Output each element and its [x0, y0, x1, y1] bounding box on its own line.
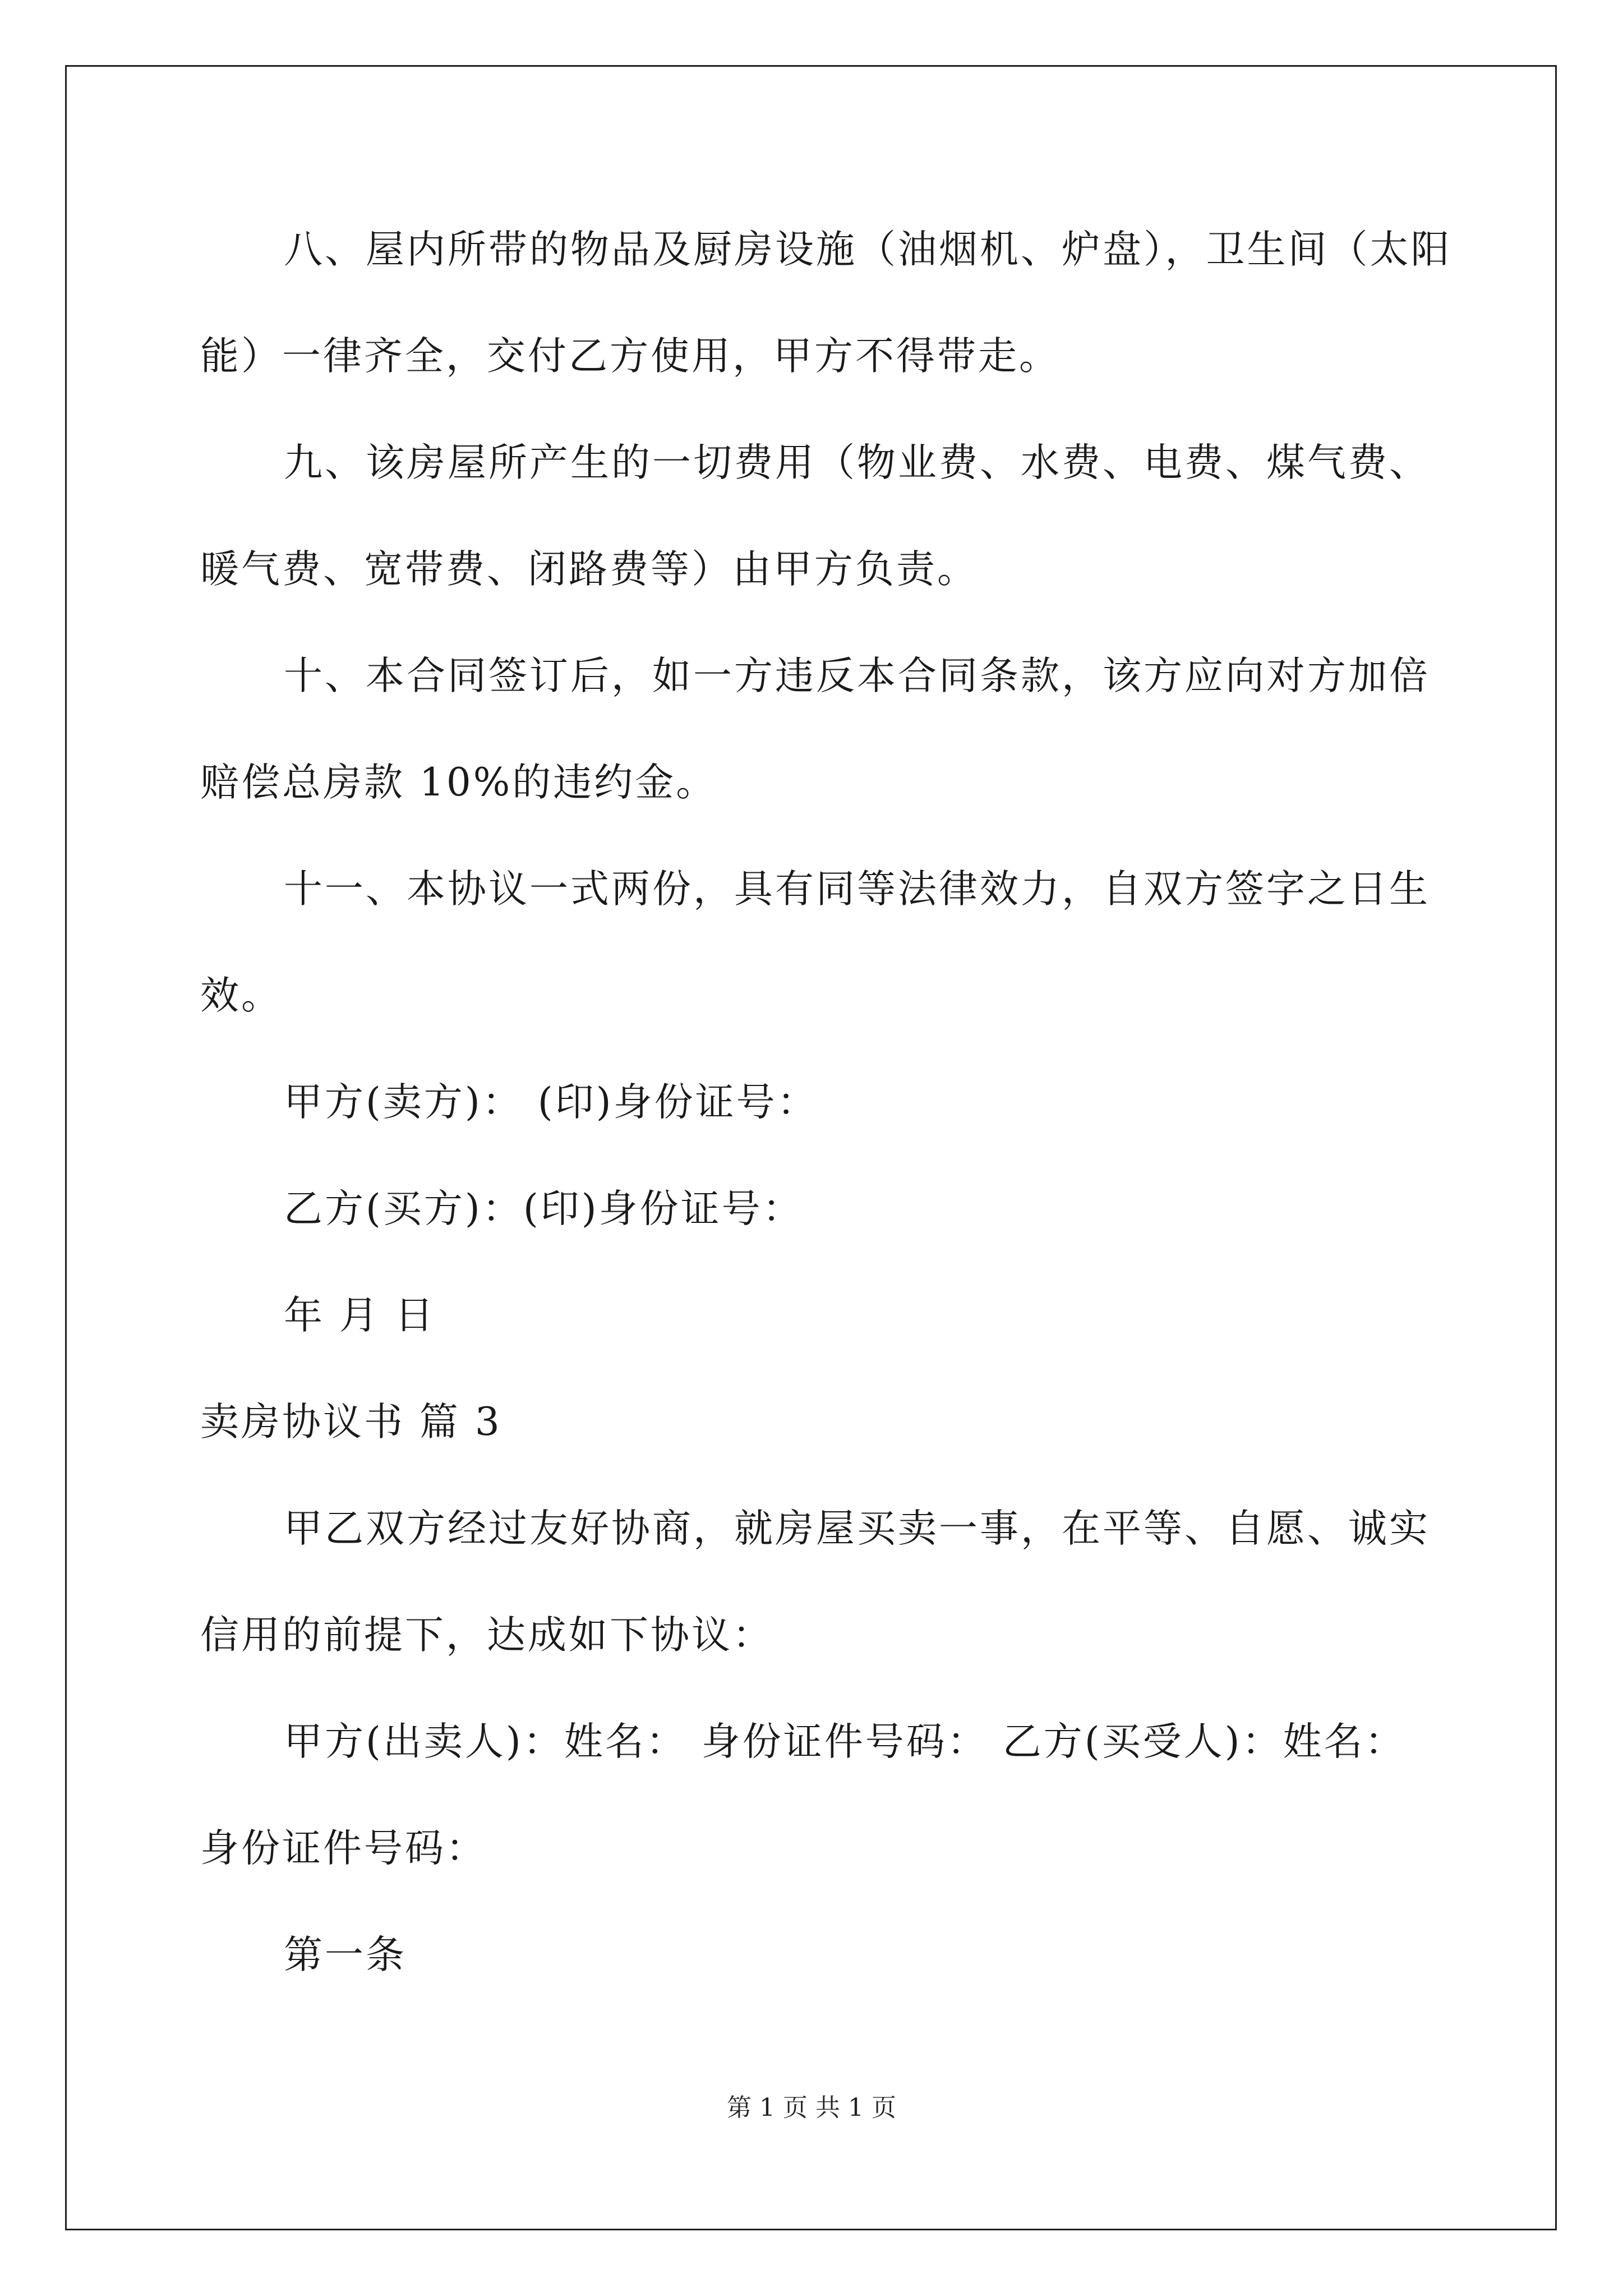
paragraph-line: 身份证件号码： — [200, 1826, 487, 1871]
section-heading: 卖房协议书 篇 3 — [200, 1400, 502, 1444]
paragraph-line: 十、本合同签订后，如一方违反本合同条款，该方应向对方加倍 — [284, 654, 1430, 698]
page-border — [65, 65, 1557, 2230]
paragraph-line: 甲乙双方经过友好协商，就房屋买卖一事，在平等、自愿、诚实 — [284, 1506, 1430, 1551]
paragraph-line: 十一、本协议一式两份，具有同等法律效力，自双方签字之日生 — [284, 867, 1430, 912]
paragraph-line: 效。 — [200, 973, 282, 1018]
paragraph-line: 信用的前提下，达成如下协议： — [200, 1613, 773, 1658]
date-line: 年 月 日 — [284, 1293, 436, 1338]
party-a-signature-line: 甲方(卖方)： (印)身份证号： — [284, 1080, 818, 1125]
paragraph-line: 八、屋内所带的物品及厨房设施（油烟机、炉盘），卫生间（太阳 — [284, 227, 1452, 272]
paragraph-line: 能）一律齐全，交付乙方使用，甲方不得带走。 — [200, 334, 1060, 379]
party-b-signature-line: 乙方(买方)：(印)身份证号： — [284, 1186, 804, 1231]
paragraph-line: 甲方(出卖人)：姓名： 身份证件号码： 乙方(买受人)：姓名： — [284, 1719, 1406, 1764]
paragraph-line: 暖气费、宽带费、闭路费等）由甲方负责。 — [200, 547, 978, 592]
paragraph-line: 赔偿总房款 10%的违约金。 — [200, 760, 717, 805]
paragraph-line: 九、该房屋所产生的一切费用（物业费、水费、电费、煤气费、 — [284, 440, 1430, 485]
article-heading: 第一条 — [284, 1932, 407, 1977]
page-footer: 第 1 页 共 1 页 — [727, 2093, 896, 2122]
